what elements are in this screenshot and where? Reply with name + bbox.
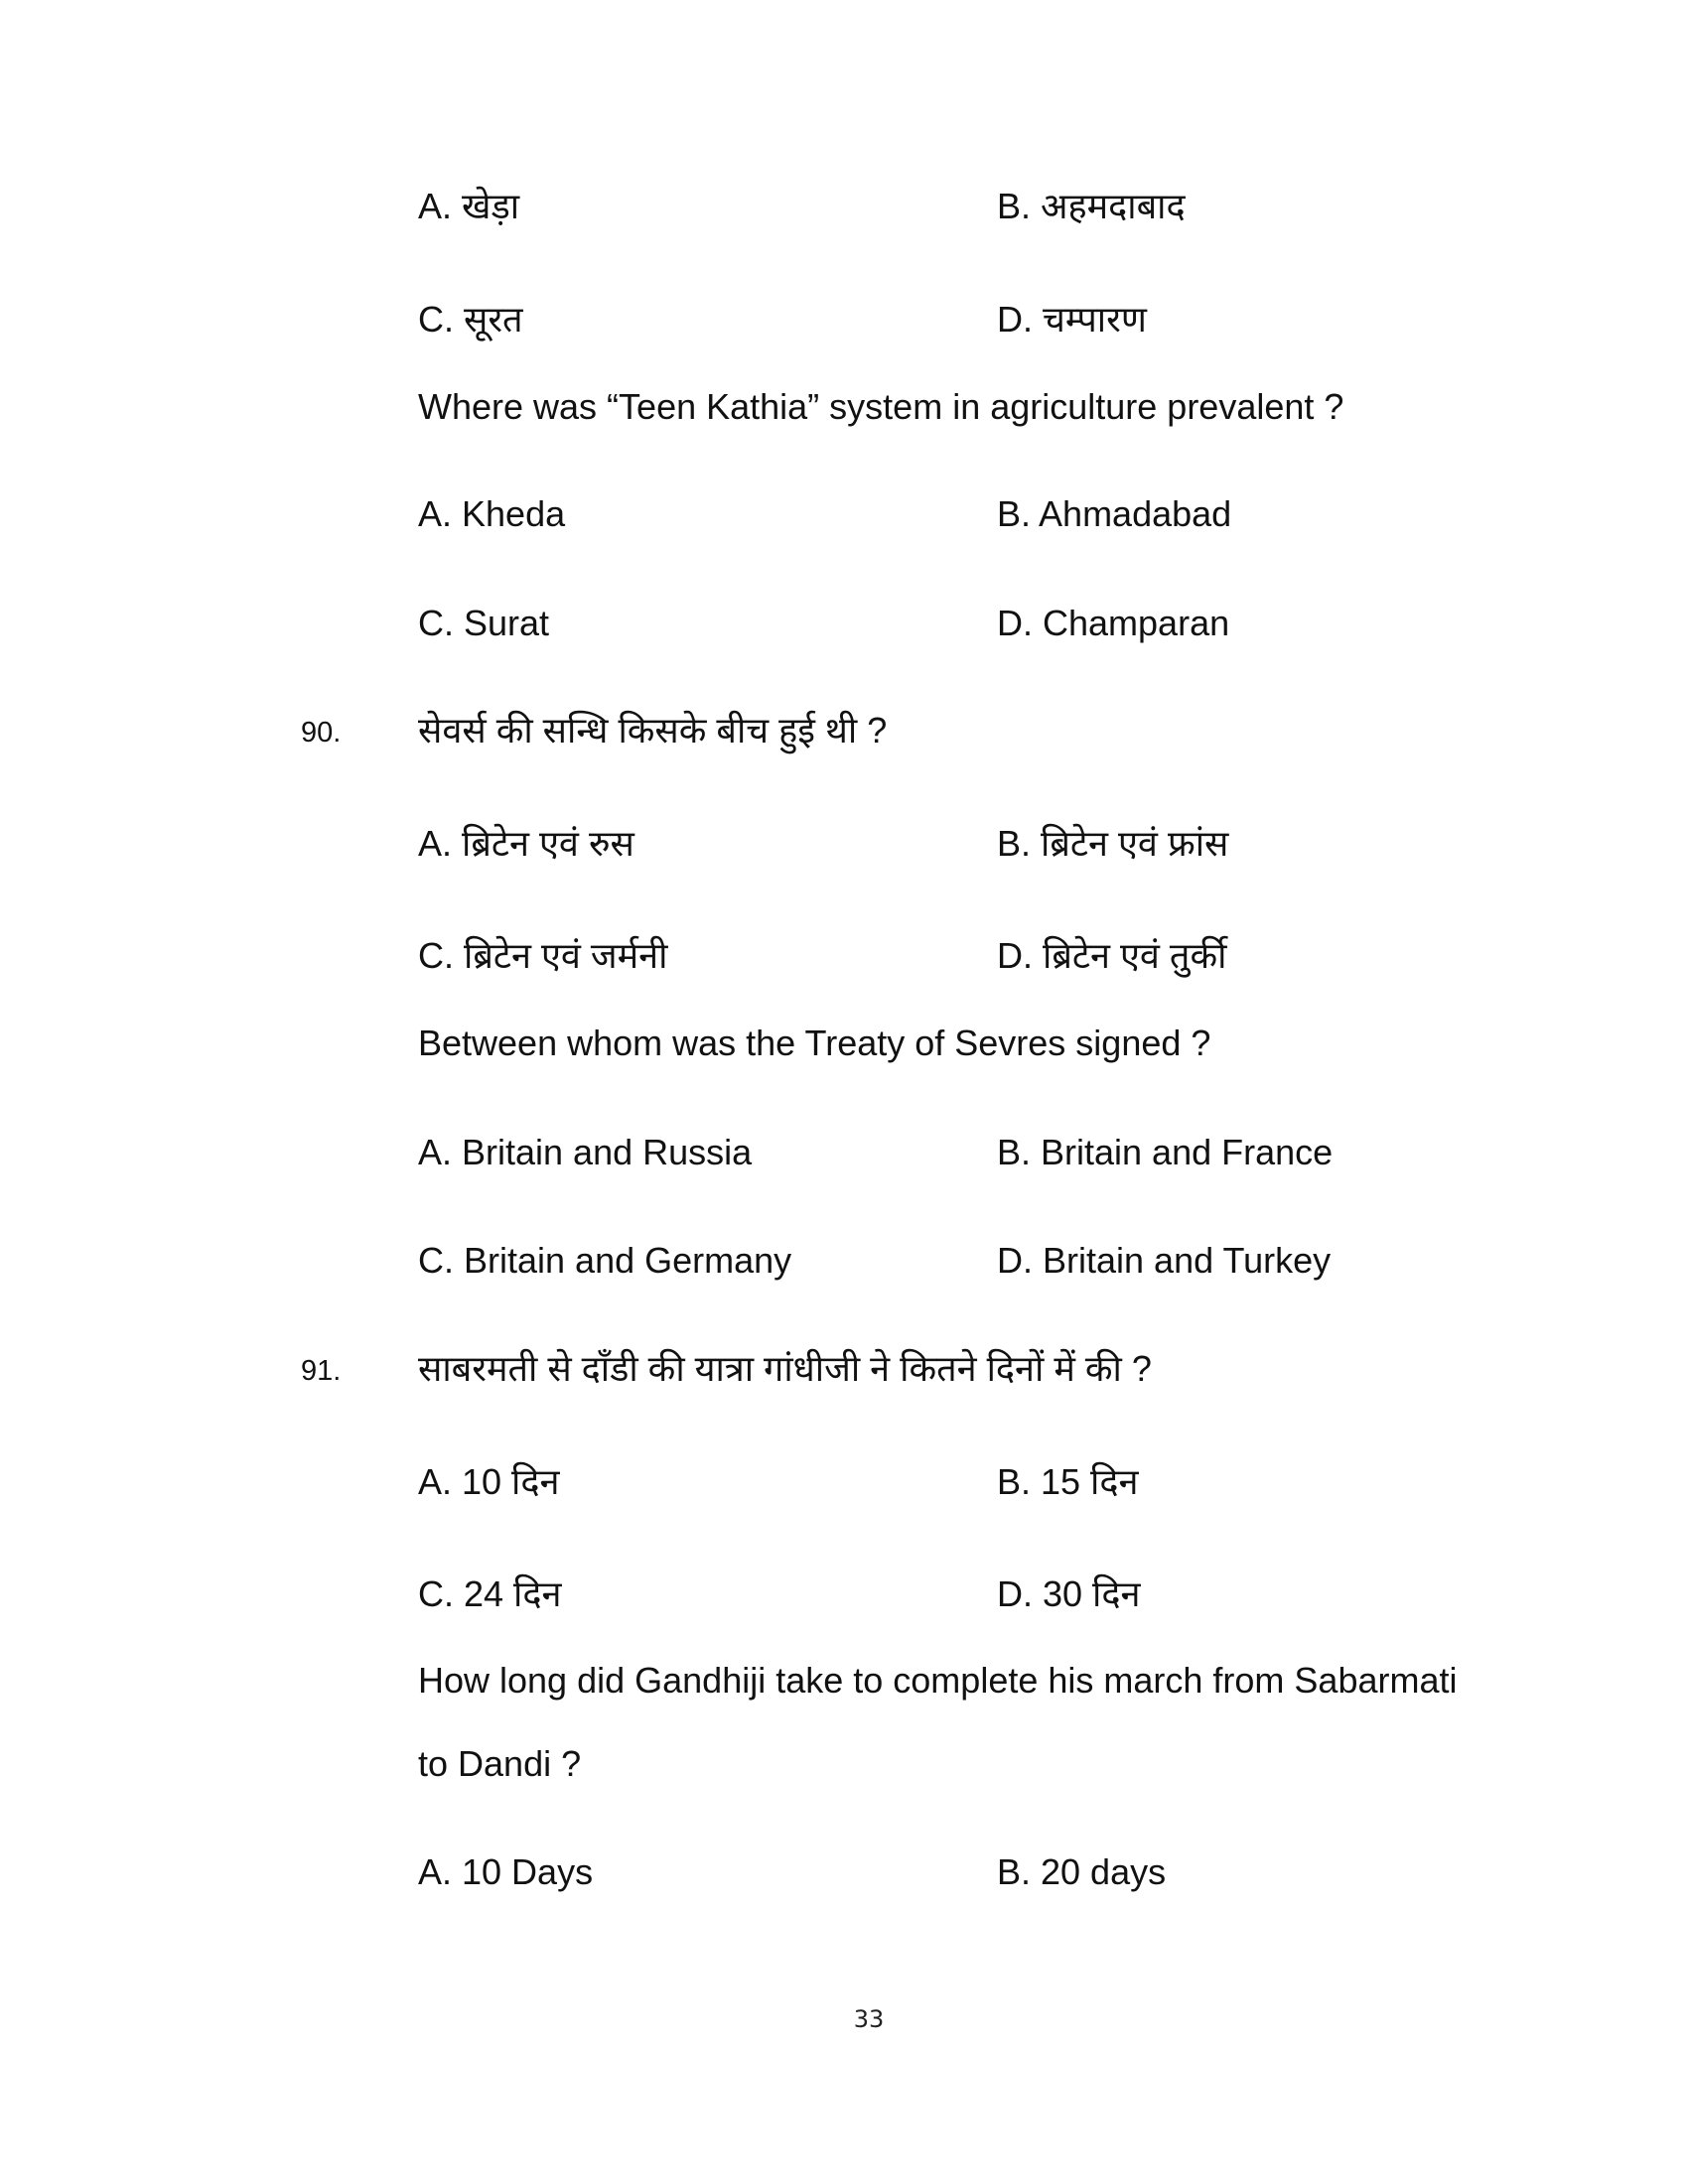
question-text-hindi: सेवर्स की सन्धि किसके बीच हुई थी ? [418, 710, 888, 751]
question-number: 91. [301, 1355, 342, 1387]
question-text-hindi: साबरमती से दाँडी की यात्रा गांधीजी ने कितने दिनों में की ? [418, 1348, 1152, 1389]
option-d-english: D. Champaran [997, 603, 1230, 643]
option-b-english: B. Britain and France [997, 1132, 1334, 1172]
option-b-hindi: B. अहमदाबाद [997, 186, 1186, 226]
question-text-english-line2: to Dandi ? [418, 1743, 582, 1784]
option-b-hindi: B. 15 दिन [997, 1461, 1139, 1502]
option-b-english: B. 20 days [997, 1851, 1167, 1892]
option-c-hindi: C. 24 दिन [418, 1573, 562, 1614]
option-a-english: A. 10 Days [418, 1851, 594, 1892]
option-d-english: D. Britain and Turkey [997, 1240, 1332, 1281]
question-text-english-line1: How long did Gandhiji take to complete his march from Sabarmati [418, 1660, 1458, 1701]
page-number: 33 [853, 2005, 885, 2033]
option-c-english: C. Surat [418, 603, 550, 643]
option-a-english: A. Britain and Russia [418, 1132, 753, 1172]
option-a-hindi: A. खेड़ा [418, 186, 520, 226]
option-a-hindi: A. ब्रिटेन एवं रुस [418, 823, 634, 864]
question-text-english: Between whom was the Treaty of Sevres signed ? [418, 1023, 1211, 1063]
option-a-hindi: A. 10 दिन [418, 1461, 560, 1502]
option-c-hindi: C. ब्रिटेन एवं जर्मनी [418, 935, 668, 976]
option-d-hindi: D. 30 दिन [997, 1573, 1141, 1614]
option-d-hindi: D. चम्पारण [997, 299, 1147, 340]
option-c-english: C. Britain and Germany [418, 1240, 792, 1281]
option-c-hindi: C. सूरत [418, 299, 523, 340]
option-d-hindi: D. ब्रिटेन एवं तुर्की [997, 935, 1227, 976]
option-b-hindi: B. ब्रिटेन एवं फ्रांस [997, 823, 1229, 864]
option-a-english: A. Kheda [418, 493, 566, 534]
question-text-english: Where was “Teen Kathia” system in agriculture prevalent ? [418, 386, 1344, 427]
option-b-english: B. Ahmadabad [997, 493, 1232, 534]
question-number: 90. [301, 717, 342, 749]
